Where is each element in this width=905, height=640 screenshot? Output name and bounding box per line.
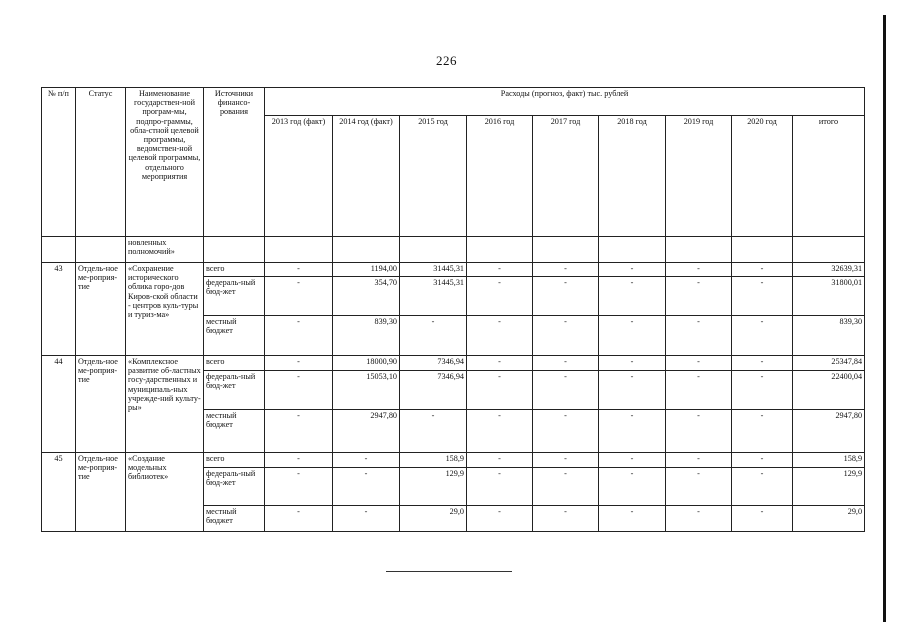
value-cell: - <box>599 506 666 532</box>
value-cell: - <box>599 453 666 468</box>
value-cell: 354,70 <box>333 277 400 316</box>
value-cell: - <box>265 277 333 316</box>
value-cell: - <box>732 263 793 277</box>
value-cell: 7346,94 <box>400 371 467 410</box>
row-number: 45 <box>42 453 76 532</box>
value-cell: - <box>265 410 333 453</box>
value-cell: - <box>533 506 599 532</box>
header-year: 2014 год (факт) <box>333 116 400 237</box>
table-row <box>42 356 865 371</box>
value-cell: - <box>666 371 732 410</box>
row-funding-source: всего <box>204 356 265 371</box>
row-funding-source: всего <box>204 453 265 468</box>
row-funding-source: федераль-ный бюд-жет <box>204 371 265 410</box>
header-year: 2018 год <box>599 116 666 237</box>
value-cell: - <box>533 453 599 468</box>
value-cell: - <box>732 453 793 468</box>
value-cell: 22400,04 <box>793 371 865 410</box>
continuation-name: новленных полномочий» <box>126 237 204 263</box>
value-cell: - <box>533 263 599 277</box>
value-cell: - <box>732 371 793 410</box>
value-cell: - <box>599 356 666 371</box>
value-cell: - <box>666 453 732 468</box>
value-cell: - <box>666 410 732 453</box>
header-year: 2015 год <box>400 116 467 237</box>
row-funding-source: местный бюджет <box>204 410 265 453</box>
value-cell: - <box>265 506 333 532</box>
footer-rule <box>386 571 512 572</box>
value-cell: 158,9 <box>400 453 467 468</box>
row-funding-source: местный бюджет <box>204 316 265 356</box>
value-cell: - <box>467 468 533 506</box>
table-row <box>42 453 865 468</box>
value-cell: 839,30 <box>793 316 865 356</box>
value-cell: - <box>467 263 533 277</box>
value-cell: - <box>265 356 333 371</box>
value-cell: - <box>467 356 533 371</box>
header-name: Наименование государствен-ной програм-мы, подпро-граммы, обла-стной целевой программы, ведомствен-ной целевой программы, отдельного мероприятия <box>126 88 204 237</box>
value-cell: - <box>265 263 333 277</box>
value-cell: - <box>533 410 599 453</box>
value-cell: 129,9 <box>793 468 865 506</box>
value-cell: 839,30 <box>333 316 400 356</box>
row-funding-source: федераль-ный бюд-жет <box>204 468 265 506</box>
row-number: 43 <box>42 263 76 356</box>
value-cell: - <box>599 277 666 316</box>
value-cell: - <box>533 356 599 371</box>
value-cell: - <box>599 316 666 356</box>
row-number: 44 <box>42 356 76 453</box>
value-cell: - <box>732 468 793 506</box>
value-cell: - <box>533 468 599 506</box>
header-num: № п/п <box>42 88 76 237</box>
row-status: Отдель-ное ме-роприя-тие <box>76 263 126 356</box>
value-cell: 129,9 <box>400 468 467 506</box>
value-cell: 158,9 <box>793 453 865 468</box>
row-funding-source: всего <box>204 263 265 277</box>
value-cell: - <box>467 506 533 532</box>
header-expenses: Расходы (прогноз, факт) тыс. рублей <box>265 88 865 116</box>
value-cell: 7346,94 <box>400 356 467 371</box>
value-cell: - <box>732 277 793 316</box>
value-cell: - <box>599 263 666 277</box>
value-cell: 29,0 <box>400 506 467 532</box>
table-row <box>42 263 865 277</box>
value-cell: - <box>666 506 732 532</box>
value-cell: 25347,84 <box>793 356 865 371</box>
value-cell: - <box>599 410 666 453</box>
value-cell: - <box>333 506 400 532</box>
value-cell: 18000,90 <box>333 356 400 371</box>
value-cell: - <box>265 468 333 506</box>
value-cell: - <box>666 468 732 506</box>
row-measure-name: «Комплексное развитие об-ластных госу-дарственных и муниципаль-ных учрежде-ний культу-ры» <box>126 356 204 453</box>
row-measure-name: «Сохранение исторического облика горо-дов Киров-ской области - центров куль-туры и туриз-ма» <box>126 263 204 356</box>
value-cell: - <box>400 410 467 453</box>
value-cell: - <box>400 316 467 356</box>
value-cell: - <box>666 277 732 316</box>
value-cell: - <box>265 371 333 410</box>
value-cell: 29,0 <box>793 506 865 532</box>
value-cell: - <box>333 468 400 506</box>
value-cell: - <box>666 356 732 371</box>
row-status: Отдель-ное ме-роприя-тие <box>76 356 126 453</box>
value-cell: - <box>533 277 599 316</box>
value-cell: - <box>467 316 533 356</box>
value-cell: - <box>467 277 533 316</box>
header-year: 2017 год <box>533 116 599 237</box>
row-funding-source: местный бюджет <box>204 506 265 532</box>
value-cell: 15053,10 <box>333 371 400 410</box>
value-cell: - <box>732 506 793 532</box>
header-year: 2019 год <box>666 116 732 237</box>
header-year: 2013 год (факт) <box>265 116 333 237</box>
value-cell: - <box>666 316 732 356</box>
value-cell: - <box>333 453 400 468</box>
value-cell: - <box>533 316 599 356</box>
value-cell: - <box>265 316 333 356</box>
row-funding-source: федераль-ный бюд-жет <box>204 277 265 316</box>
value-cell: 31445,31 <box>400 263 467 277</box>
header-status: Статус <box>76 88 126 237</box>
value-cell: - <box>265 453 333 468</box>
header-year: 2016 год <box>467 116 533 237</box>
continuation-row <box>42 237 865 263</box>
value-cell: - <box>467 410 533 453</box>
header-year: итого <box>793 116 865 237</box>
value-cell: - <box>732 410 793 453</box>
value-cell: - <box>467 453 533 468</box>
value-cell: 2947,80 <box>333 410 400 453</box>
value-cell: - <box>732 356 793 371</box>
value-cell: - <box>533 371 599 410</box>
page-number: 226 <box>436 53 457 68</box>
header-year: 2020 год <box>732 116 793 237</box>
value-cell: 31445,31 <box>400 277 467 316</box>
value-cell: 31800,01 <box>793 277 865 316</box>
value-cell: 2947,80 <box>793 410 865 453</box>
page-edge-rule <box>883 15 886 622</box>
value-cell: 1194,00 <box>333 263 400 277</box>
value-cell: - <box>599 468 666 506</box>
value-cell: - <box>732 316 793 356</box>
budget-table <box>41 87 865 532</box>
row-measure-name: «Создание модельных библиотек» <box>126 453 204 532</box>
value-cell: 32639,31 <box>793 263 865 277</box>
value-cell: - <box>599 371 666 410</box>
value-cell: - <box>467 371 533 410</box>
value-cell: - <box>666 263 732 277</box>
table-body <box>42 237 865 532</box>
header-source: Источники финансо-рования <box>204 88 265 237</box>
row-status: Отдель-ное ме-роприя-тие <box>76 453 126 532</box>
